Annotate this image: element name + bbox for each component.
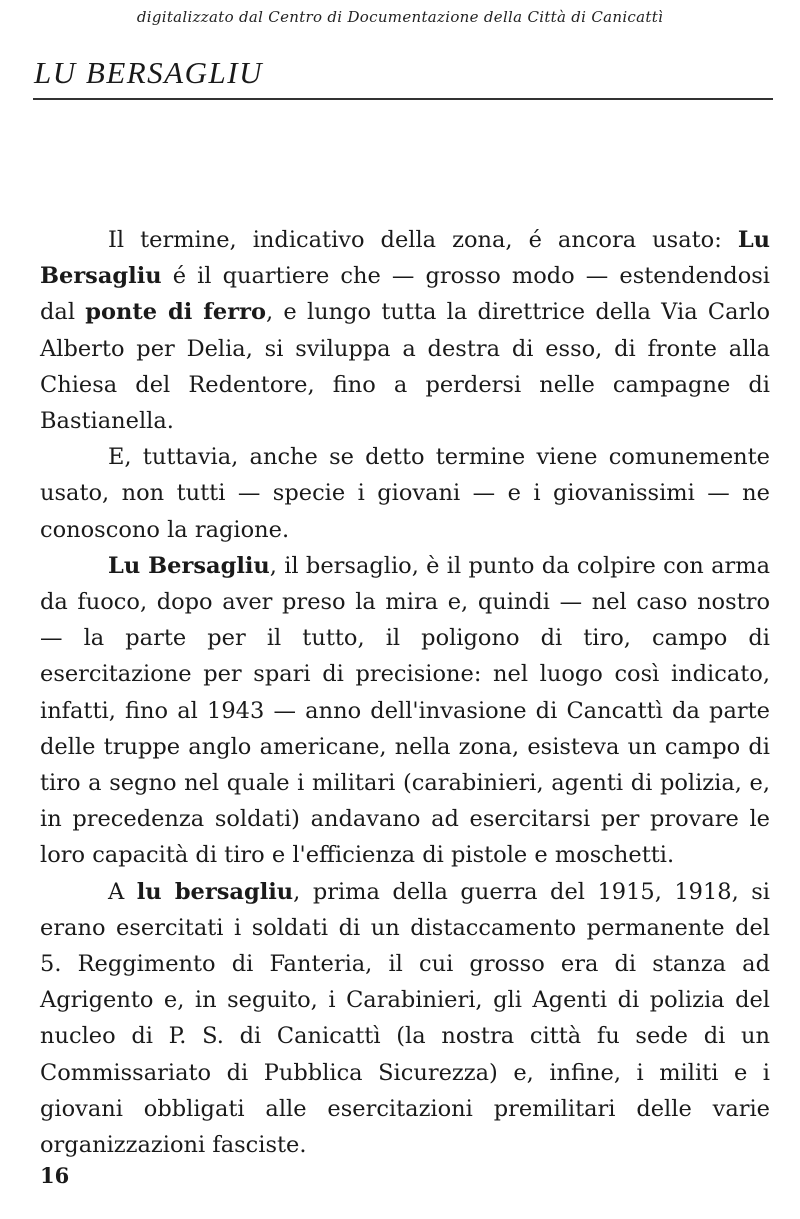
text-run: é il quartiere che — grosso modo — estendendosi dal	[40, 263, 770, 326]
text-run: Il termine, indicativo della zona, é ancora usato:	[108, 227, 738, 253]
bold-term: lu bersagliu	[136, 878, 294, 905]
chapter-title: LU BERSAGLIU	[34, 55, 263, 90]
bold-term: Lu Bersagliu	[108, 552, 270, 579]
text-run: , prima della guerra del 1915, 1918, si erano esercitati i soldati di un distaccamento permanente del 5. Reggimento di Fanteria, il cui grosso era di stanza ad Agrigento e, in seguito, i Carabinieri, gli Agenti di polizia del nucleo di P. S. di Canicattì (la nostra città fu sede di un Commissariato di Pubblica Sicurezza) e, infine, i militi e i giovani obbligati alle esercitazioni premilitari delle varie organizzazioni fasciste.	[40, 878, 771, 1159]
text-run: A	[108, 878, 137, 905]
text-run: , il bersaglio, è il punto da colpire con arma da fuoco, dopo aver preso la mira e, quindi — nel caso nostro — la parte per il tutto, il poligono di tiro, campo di esercitazione per spari di precisione: nel luogo così indicato, infatti, fino al 1943 — anno dell'invasione di Cancattì da parte delle truppe anglo americane, nella zona, esisteva un campo di tiro a segno nel quale i militari (carabinieri, agenti di polizia, e, in precedenza soldati) andavano ad esercitarsi per provare le loro capacità di tiro e l'efficienza di pistole e moschetti.	[40, 552, 770, 869]
bold-term: ponte di ferro	[85, 299, 266, 326]
digitization-watermark: digitalizzato dal Centro di Documentazione della Città di Canicattì	[136, 8, 664, 26]
body-text	[40, 222, 770, 1163]
text-run: E, tuttavia, anche se detto termine viene comunemente usato, non tutti — specie i giovani — e i giovanissimi — ne conoscono la ragione.	[40, 444, 770, 543]
paragraph	[40, 548, 770, 874]
paragraph	[40, 439, 770, 548]
paragraph	[40, 874, 770, 1164]
text-run: , e lungo tutta la direttrice della Via Carlo Alberto per Delia, si sviluppa a destra di esso, di fronte alla Chiesa del Redentore, fino a perdersi nelle campagne di Bastianella.	[40, 299, 771, 435]
paragraph	[40, 222, 770, 439]
title-divider	[33, 98, 773, 100]
page-number: 16	[40, 1163, 70, 1188]
bold-term: Lu Bersagliu	[40, 227, 770, 290]
